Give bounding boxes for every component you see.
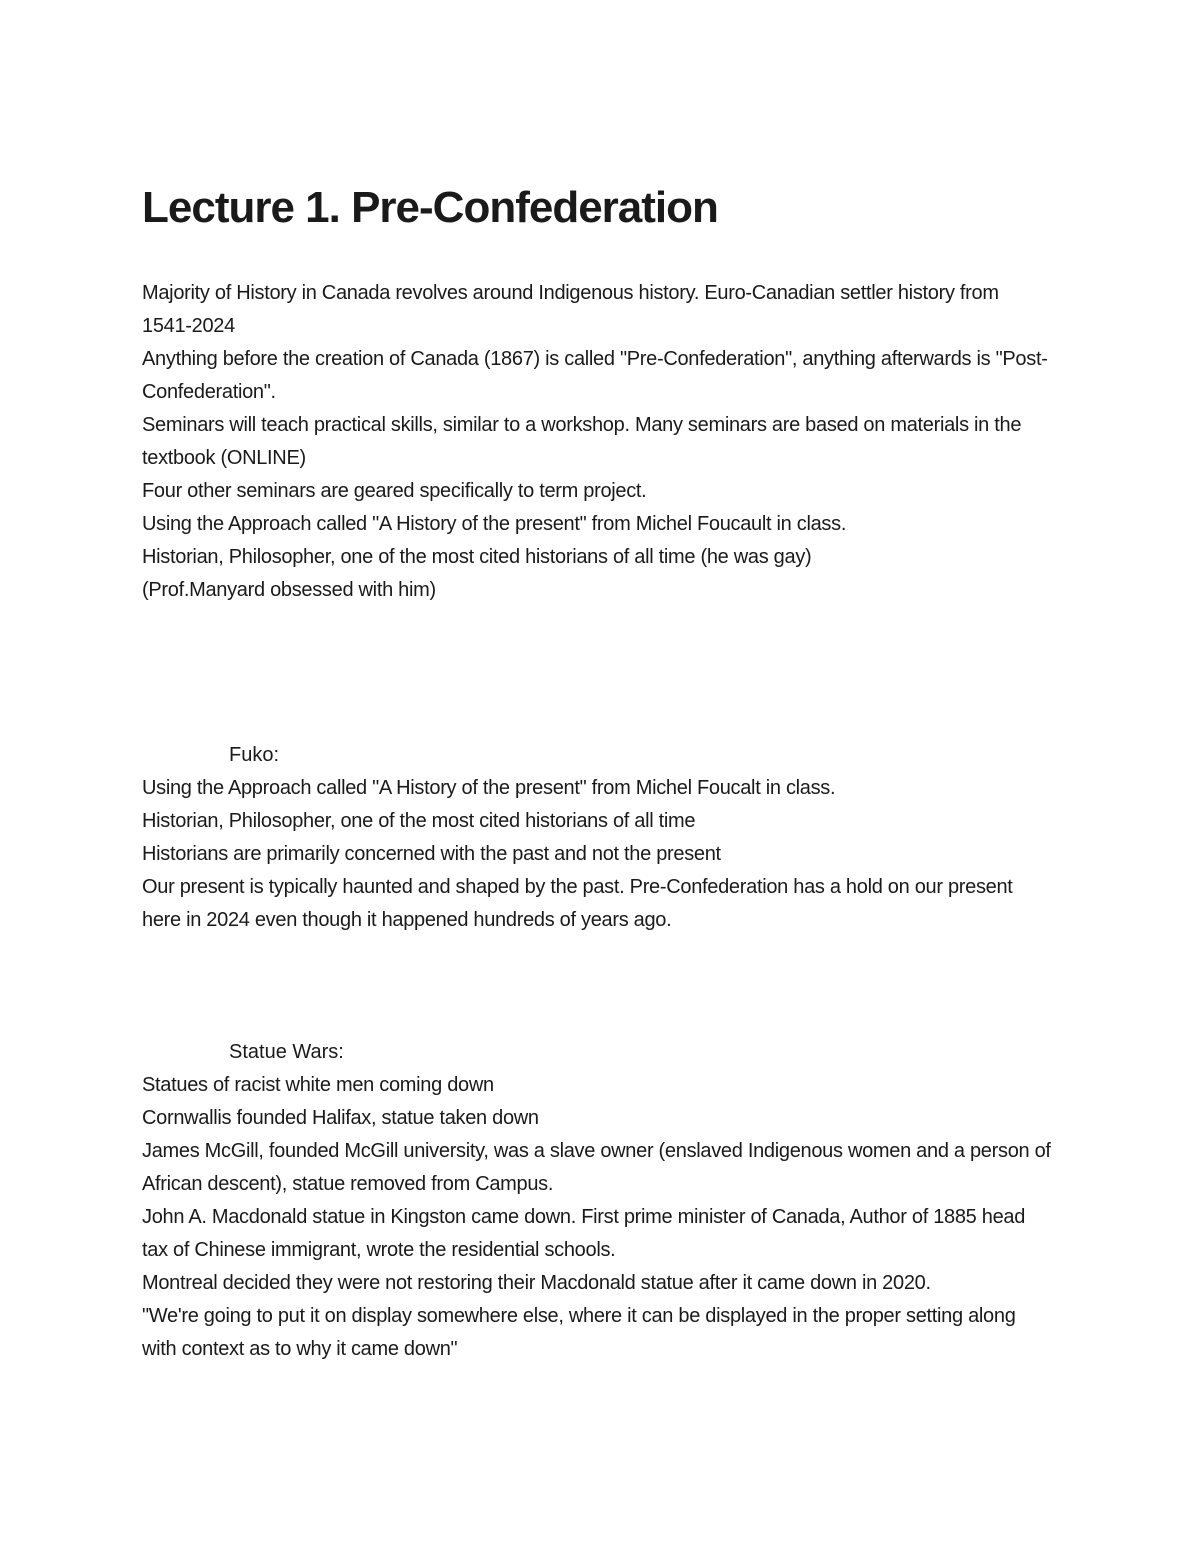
note-paragraph: Montreal decided they were not restoring their Macdonald statue after it came down in 2020.: [142, 1272, 931, 1294]
note-paragraph: James McGill, founded McGill university, was a slave owner (enslaved Indigenous women and a person of African descent), statue removed from Campus.: [142, 1140, 1051, 1195]
note-paragraph: Cornwallis founded Halifax, statue taken down: [142, 1107, 539, 1129]
intro-notes: [142, 277, 1052, 607]
note-paragraph: Using the Approach called "A History of the present" from Michel Foucault in class.: [142, 513, 847, 535]
note-paragraph: "We're going to put it on display somewhere else, where it can be displayed in the proper setting along with context as to why it came down": [142, 1305, 1016, 1360]
note-paragraph: (Prof.Manyard obsessed with him): [142, 579, 436, 601]
note-paragraph: Historians are primarily concerned with the past and not the present: [142, 843, 721, 865]
note-paragraph: Historian, Philosopher, one of the most cited historians of all time (he was gay): [142, 546, 812, 568]
note-paragraph: Seminars will teach practical skills, similar to a workshop. Many seminars are based on materials in the textbook (ONLINE): [142, 414, 1022, 469]
note-paragraph: John A. Macdonald statue in Kingston came down. First prime minister of Canada, Author of 1885 head tax of Chinese immigrant, wrote the residential schools.: [142, 1206, 1026, 1261]
statue-wars-notes: [142, 1069, 1052, 1366]
note-paragraph: Anything before the creation of Canada (1867) is called "Pre-Confederation", anything afterwards is "Post-Confederation".: [142, 348, 1048, 403]
note-paragraph: Using the Approach called "A History of the present" from Michel Foucalt in class.: [142, 777, 836, 799]
section-heading-fuko: Fuko:: [229, 744, 280, 766]
note-paragraph: Historian, Philosopher, one of the most cited historians of all time: [142, 810, 696, 832]
page-title: Lecture 1. Pre-Confederation: [142, 183, 718, 232]
fuko-notes: [142, 772, 1052, 937]
note-paragraph: Our present is typically haunted and shaped by the past. Pre-Confederation has a hold on our present here in 2024 even though it happened hundreds of years ago.: [142, 876, 1013, 931]
note-paragraph: Four other seminars are geared specifically to term project.: [142, 480, 647, 502]
note-paragraph: Statues of racist white men coming down: [142, 1074, 494, 1096]
note-paragraph: Majority of History in Canada revolves around Indigenous history. Euro-Canadian settler history from 1541-2024: [142, 282, 999, 337]
section-heading-statue-wars: Statue Wars:: [229, 1041, 344, 1063]
